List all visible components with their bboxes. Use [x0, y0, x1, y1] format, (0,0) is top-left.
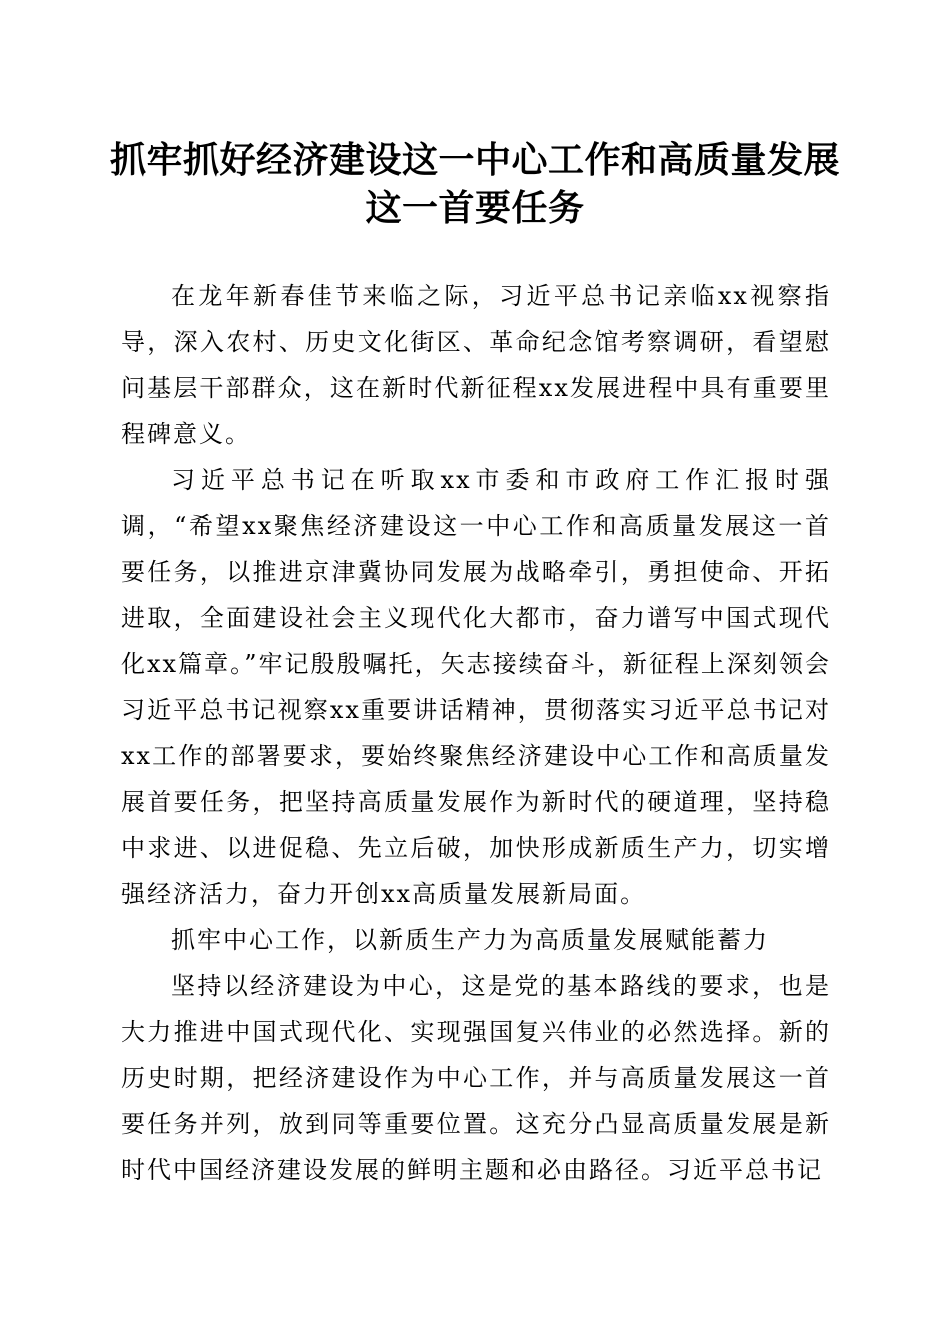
- document-title: [100, 136, 850, 232]
- paragraph-quote: 习近平总书记在听取xx市委和市政府工作汇报时强调，“希望xx聚焦经济建设这一中心工作和高质量发展这一首要任务，以推进京津冀协同发展为战略牵引，勇担使命、开拓进取，全面建设社会主义现代化大都市，奋力谱写中国式现代化xx篇章。”牢记殷殷嘱托，矢志接续奋斗，新征程上深刻领会习近平总书记视察xx重要讲话精神，贯彻落实习近平总书记对xx工作的部署要求，要始终聚焦经济建设中心工作和高质量发展首要任务，把坚持高质量发展作为新时代的硬道理，坚持稳中求进、以进促稳、先立后破，加快形成新质生产力，切实增强经济活力，奋力开创xx高质量发展新局面。: [121, 466, 831, 908]
- paragraph-intro: 在龙年新春佳节来临之际，习近平总书记亲临xx视察指导，深入农村、历史文化街区、革命纪念馆考察调研，看望慰问基层干部群众，这在新时代新征程xx发展进程中具有重要里程碑意义。: [121, 282, 831, 448]
- title-line-2: 这一首要任务: [365, 187, 585, 229]
- document-body: [121, 273, 831, 1193]
- paragraph-economic-center: 坚持以经济建设为中心，这是党的基本路线的要求，也是大力推进中国式现代化、实现强国复兴伟业的必然选择。新的历史时期，把经济建设作为中心工作，并与高质量发展这一首要任务并列，放到同等重要位置。这充分凸显高质量发展是新时代中国经济建设发展的鲜明主题和必由路径。习近平总书记: [121, 972, 831, 1184]
- section-heading: 抓牢中心工作，以新质生产力为高质量发展赋能蓄力: [171, 926, 769, 954]
- title-line-1: 抓牢抓好经济建设这一中心工作和高质量发展: [109, 139, 840, 181]
